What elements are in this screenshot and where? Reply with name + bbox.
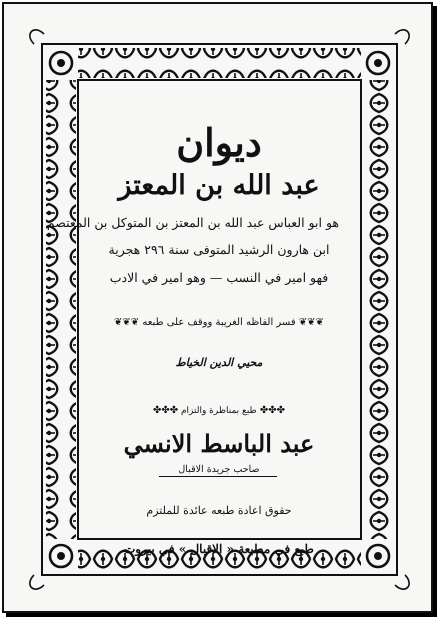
- rights-notice: حقوق اعادة طبعه عائدة للملتزم: [146, 504, 292, 517]
- bio-line-2: ابن هارون الرشيد المتوفى سنة ٢٩٦ هجرية: [108, 242, 330, 257]
- bio-line-3: فهو امير في النسب — وهو امير في الادب: [109, 270, 329, 285]
- bio-line-1: هو ابو العباس عبد الله بن المعتز بن المتوكل بن المعتصم: [46, 215, 339, 230]
- editor-note: فسر الفاظه الغريبة ووقف على طبعه: [142, 317, 296, 328]
- ornament-icon: ❦❦❦: [114, 317, 140, 328]
- author-name: عبد الله بن المعتز: [118, 170, 320, 201]
- ornament-icon: ❦❦❦: [295, 317, 324, 328]
- publisher-role: صاحب جريدة الاقبال: [178, 464, 260, 475]
- ornament-icon: ✤✤✤: [256, 405, 286, 416]
- book-title: ديوان: [176, 120, 262, 165]
- title-content: [46, 104, 339, 574]
- publisher-note: طبع بمناظرة والتزام: [180, 406, 257, 416]
- ornament-icon: ✤✤✤: [152, 405, 179, 416]
- publisher-underline: [159, 476, 277, 477]
- title-page: [2, 2, 433, 613]
- publisher-note-row: [99, 405, 339, 416]
- press-imprint: طبع في مطبعة « الاقبال » في بيروت: [124, 542, 314, 556]
- editor-note-row: [99, 317, 339, 329]
- editor-name: محيي الدين الخياط: [175, 356, 263, 369]
- publisher-name: عبد الباسط الانسي: [123, 429, 315, 458]
